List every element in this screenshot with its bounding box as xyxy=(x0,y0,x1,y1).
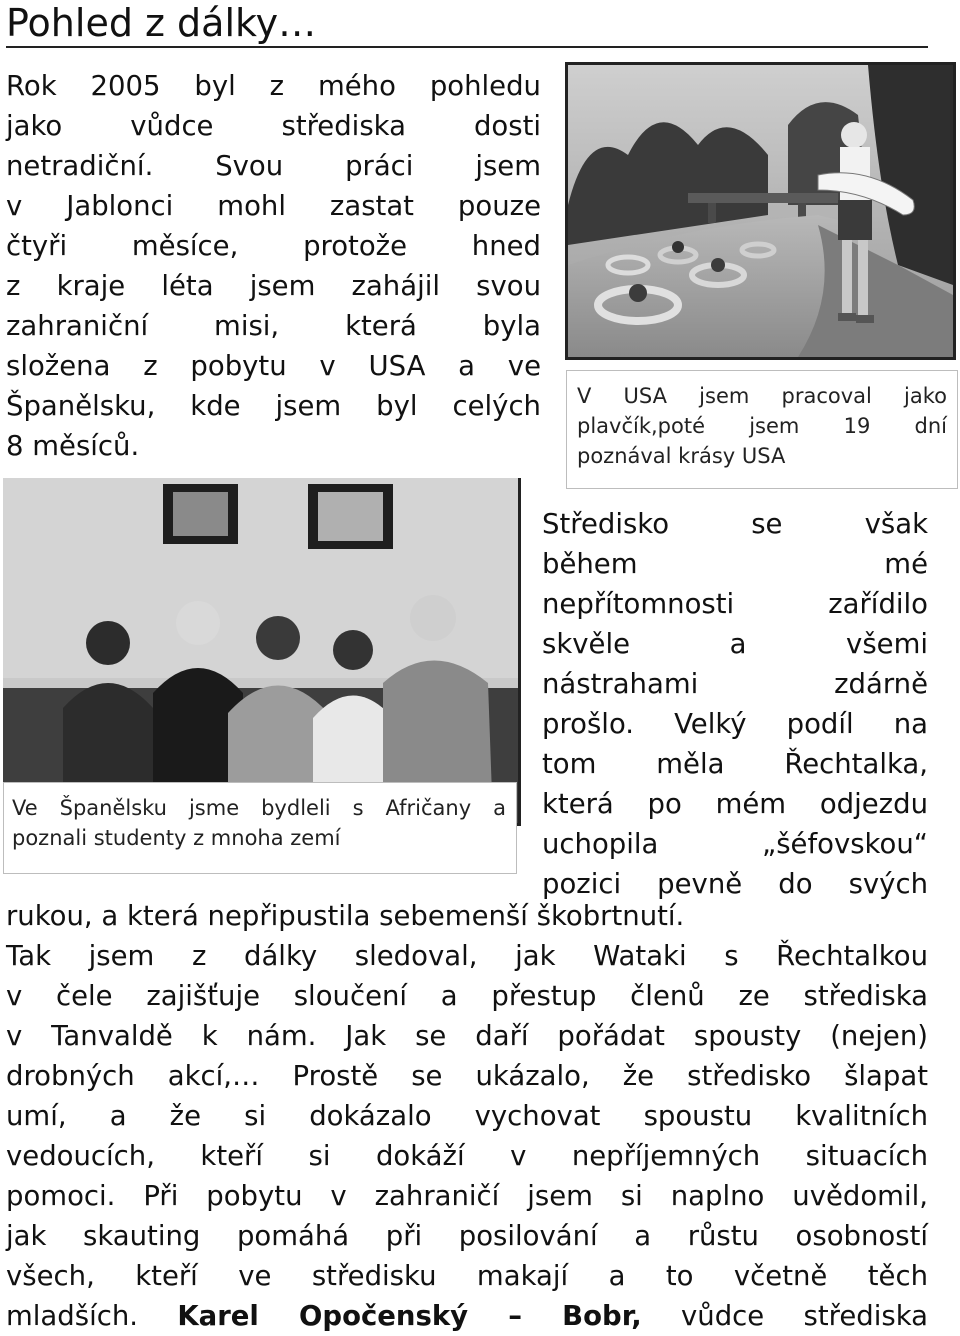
text-line: v čele zajišťuje sloučení a přestup členů ze střediska xyxy=(6,980,928,1012)
text-line: uchopila „šéfovskou“ xyxy=(542,828,928,860)
text-line: Rok 2005 byl z mého pohledu xyxy=(6,70,541,102)
text-line: Středisko se však xyxy=(542,508,928,540)
caption-line: poznali studenty z mnoha zemí xyxy=(12,826,341,850)
text-line: netradiční. Svou práci jsem xyxy=(6,150,541,182)
text-line: skvěle a všemi xyxy=(542,628,928,660)
text-line: jako vůdce střediska dosti xyxy=(6,110,541,142)
author-role: vůdce střediska xyxy=(681,1300,928,1332)
text-line: zahraniční misi, která byla xyxy=(6,310,541,342)
text-line: drobných akcí,… Prostě se ukázalo, že středisko šlapat xyxy=(6,1060,928,1092)
text-line: 8 měsíců. xyxy=(6,430,140,462)
text-line: umí, a že si dokázalo vychovat spoustu kvalitních xyxy=(6,1100,928,1132)
full-width-text xyxy=(6,896,928,1336)
usa-photo-caption xyxy=(566,370,958,489)
spain-group-photo xyxy=(3,478,521,826)
text-line: nepřítomnosti zařídilo xyxy=(542,588,928,620)
caption-line: plavčík,poté jsem 19 dní xyxy=(577,414,947,438)
spain-photo-caption xyxy=(3,782,517,874)
text-line: jak skauting pomáhá při posilování a růstu osobností xyxy=(6,1220,928,1252)
lifeguard-photo-image xyxy=(568,65,953,357)
text-line: v Jablonci mohl zastat pouze xyxy=(6,190,541,222)
usa-lifeguard-photo xyxy=(565,62,956,360)
text-line: která po mém odjezdu xyxy=(542,788,928,820)
right-column xyxy=(542,504,928,904)
text-line: Španělsku, kde jsem byl celých xyxy=(6,390,541,422)
author-signature: Karel Opočenský – Bobr, xyxy=(177,1300,642,1332)
text-line: všech, kteří ve středisku makají a to včetně těch xyxy=(6,1260,928,1292)
text-line: pozici pevně do svých xyxy=(542,868,928,900)
caption-line: V USA jsem pracoval jako xyxy=(577,384,947,408)
text-line: během mé xyxy=(542,548,928,580)
text-line: čtyři měsíce, protože hned xyxy=(6,230,541,262)
caption-line: poznával krásy USA xyxy=(577,444,786,468)
text-line: složena z pobytu v USA a ve xyxy=(6,350,541,382)
group-photo-image xyxy=(3,478,518,823)
text-line: z kraje léta jsem zahájil svou xyxy=(6,270,541,302)
last-text: mladších. xyxy=(6,1300,138,1332)
text-line: Tak jsem z dálky sledoval, jak Wataki s Řechtalkou xyxy=(6,940,928,972)
text-line: tom měla Řechtalka, xyxy=(542,748,928,780)
text-line: vedoucích, kteří si dokáží v nepříjemných situacích xyxy=(6,1140,928,1172)
left-column xyxy=(6,66,541,466)
text-line: v Tanvaldě k nám. Jak se daří pořádat spousty (nejen) xyxy=(6,1020,928,1052)
text-line: pomoci. Při pobytu v zahraničí jsem si naplno uvědomil, xyxy=(6,1180,928,1212)
text-line: nástrahami zdárně xyxy=(542,668,928,700)
signature-line xyxy=(6,1296,928,1336)
caption-line: Ve Španělsku jsme bydleli s Afričany a xyxy=(12,796,506,820)
article-title: Pohled z dálky… xyxy=(6,0,928,48)
text-line: rukou, a která nepřipustila sebemenší škobrtnutí. xyxy=(6,900,685,932)
text-line: prošlo. Velký podíl na xyxy=(542,708,928,740)
